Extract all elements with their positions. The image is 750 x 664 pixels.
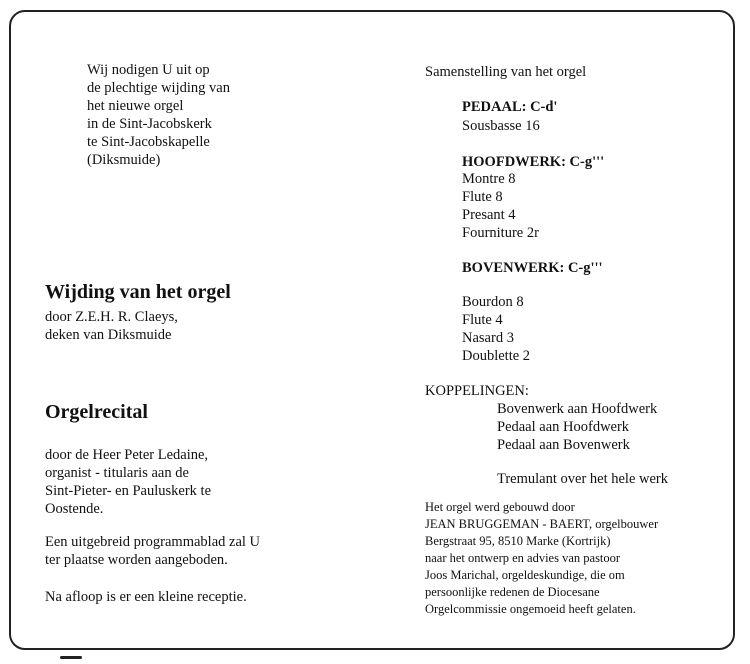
stop-item: Fourniture 2r (462, 225, 539, 241)
recital-paragraph-2 (45, 533, 260, 569)
recital-paragraph-1 (45, 446, 211, 518)
koppelingen-heading: KOPPELINGEN: (425, 383, 529, 399)
recital-line: Een uitgebreid programmablad zal U (45, 534, 261, 550)
stop-item: Presant 4 (462, 207, 516, 223)
wijding-text (45, 308, 178, 344)
stop-item: Nasard 3 (462, 330, 514, 346)
stop-item: Flute 4 (462, 312, 503, 328)
invitation-line: te Sint-Jacobskapelle (87, 134, 210, 150)
koppeling-item: Bovenwerk aan Hoofdwerk (497, 401, 658, 417)
invitation-line: Wij nodigen U uit op (87, 62, 210, 78)
invitation-text (87, 61, 230, 169)
wijding-heading: Wijding van het orgel (45, 281, 231, 303)
recital-heading: Orgelrecital (45, 401, 148, 423)
bovenwerk-heading: BOVENWERK: C-g''' (462, 260, 603, 276)
hoofdwerk-stops (462, 170, 539, 242)
stop-item: Montre 8 (462, 171, 516, 187)
builder-line: persoonlijke redenen de Diocesane (425, 585, 600, 599)
tremulant-text: Tremulant over het hele werk (497, 471, 668, 487)
recital-line: ter plaatse worden aangeboden. (45, 552, 228, 568)
invitation-line: het nieuwe orgel (87, 98, 184, 114)
organ-title: Samenstelling van het orgel (425, 64, 587, 80)
recital-line: organist - titularis aan de (45, 465, 189, 481)
recital-line: door de Heer Peter Ledaine, (45, 447, 209, 463)
stop-item: Doublette 2 (462, 348, 531, 364)
builder-line: Joos Marichal, orgeldeskundige, die om (425, 568, 625, 582)
scan-mark (60, 656, 82, 659)
bovenwerk-stops (462, 293, 530, 365)
koppeling-item: Pedaal aan Bovenwerk (497, 437, 630, 453)
wijding-line: door Z.E.H. R. Claeys, (45, 309, 178, 325)
invitation-line: (Diksmuide) (87, 152, 161, 168)
builder-line: Bergstraat 95, 8510 Marke (Kortrijk) (425, 534, 611, 548)
builder-line: naar het ontwerp en advies van pastoor (425, 551, 621, 565)
builder-line: JEAN BRUGGEMAN - BAERT, orgelbouwer (425, 517, 659, 531)
recital-paragraph-3: Na afloop is er een kleine receptie. (45, 589, 247, 605)
recital-line: Oostende. (45, 501, 104, 517)
builder-text (425, 499, 658, 618)
pedaal-heading: PEDAAL: C-d' (462, 99, 558, 115)
stop-item: Flute 8 (462, 189, 503, 205)
wijding-line: deken van Diksmuide (45, 327, 172, 343)
stop-item: Sousbasse 16 (462, 118, 540, 134)
recital-line: Sint-Pieter- en Pauluskerk te (45, 483, 212, 499)
koppelingen-list (497, 400, 657, 454)
stop-item: Bourdon 8 (462, 294, 524, 310)
invitation-line: in de Sint-Jacobskerk (87, 116, 212, 132)
builder-line: Het orgel werd gebouwd door (425, 500, 575, 514)
invitation-line: de plechtige wijding van (87, 80, 230, 96)
koppeling-item: Pedaal aan Hoofdwerk (497, 419, 630, 435)
hoofdwerk-heading: HOOFDWERK: C-g''' (462, 154, 605, 170)
builder-line: Orgelcommissie ongemoeid heeft gelaten. (425, 602, 636, 616)
pedaal-stops (462, 117, 540, 135)
